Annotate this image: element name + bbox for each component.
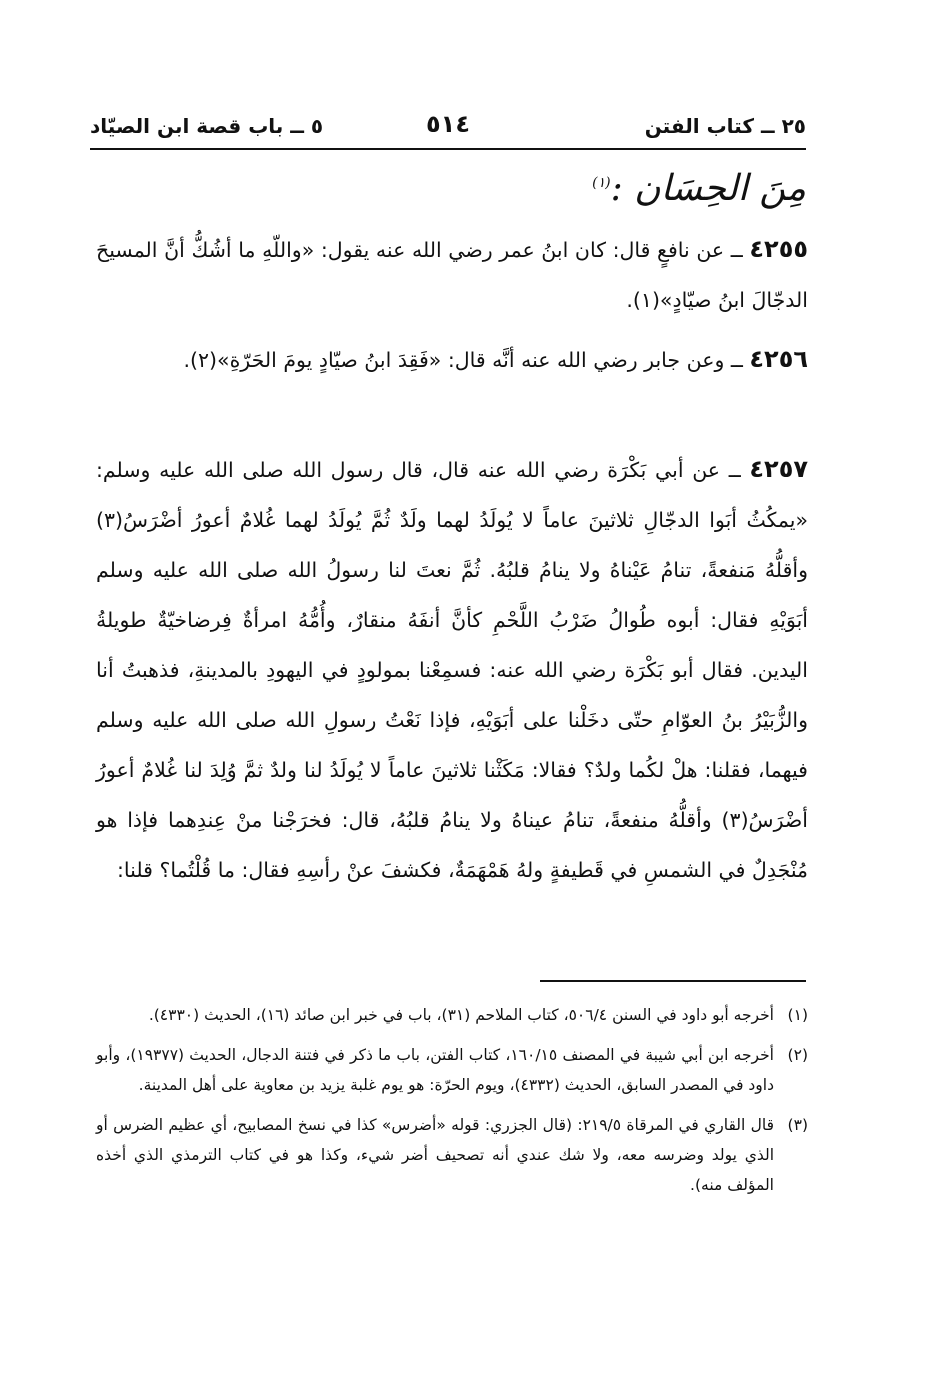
hadith-text: ــ وعن جابر رضي الله عنه أنَّه قال: «فَقِدَ ابنُ صيّادٍ يومَ الحَرّةِ»(٢). bbox=[183, 348, 743, 372]
footnote bbox=[96, 1110, 808, 1200]
footnote bbox=[96, 1040, 808, 1100]
hadith-entry bbox=[96, 444, 808, 895]
hadith-text: ــ عن أبي بَكْرَة رضي الله عنه قال، قال رسول الله صلى الله عليه وسلم: «يمكُثُ أبَوا الدجّالِ ثلاثينَ عاماً لا يُولَدُ لهما ولَدٌ ثُمَّ يُولَدُ لهما غُلامٌ أعورُ أضْرَسُ(٣) وأقلُّهُ مَنفعةً، تنامُ عَيْناهُ ولا ينامُ قلبُهُ. ثُمَّ نعتَ لنا رسولُ الله صلى الله عليه وسلم أبَوَيْهِ فقال: أبوه طُوالُ ضَرْبُ اللَّحْمِ كأنَّ أنفَهُ منقارٌ، وأُمُّهُ امرأةٌ فِرضاخيّةٌ طويلةُ اليدين. فقال أبو بَكْرَة رضي الله عنه: فسمِعْنا بمولودٍ في اليهودِ بالمدينةِ، فذهبتُ أنا والزُّبَيْرُ بنُ العوّامِ حتّى دخَلْنا على أبَوَيْهِ، فإذا نَعْتُ رسولِ الله صلى الله عليه وسلم فيهما، فقلنا: هلْ لكُما ولدٌ؟ فقالا: مَكَثْنا ثلاثينَ عاماً لا يُولَدُ لنا ولدٌ ثمَّ وُلِدَ لنا غُلامٌ أعورُ أضْرَسُ(٣) وأقلُّهُ منفعةً، تنامُ عيناهُ ولا ينامُ قلبُهُ، قال: فخرَجْنا منْ عِندِهما فإذا هو مُنْجَدِلٌ في الشمسِ في قَطيفةٍ ولهُ هَمْهَمَةٌ، فكشفَ عنْ رأسِهِ فقال: ما قُلْتُما؟ قلنا: bbox=[96, 458, 808, 882]
hadith-number: ٤٢٥٥ bbox=[749, 235, 808, 263]
footnote-divider bbox=[540, 980, 806, 982]
hadith-text: ــ عن نافعٍ قال: كان ابنُ عمر رضي الله عنه يقول: «واللّهِ ما أشُكُّ أنَّ المسيحَ الدجّالَ ابنُ صيّادٍ»(١). bbox=[96, 238, 808, 312]
footnote-mark: (٣) bbox=[787, 1116, 808, 1134]
footnote-text: أخرجه أبو داود في السنن ٥٠٦/٤، كتاب الملاحم (٣١)، باب في خبر ابن صائد (١٦)، الحديث (٤٣٣٠). bbox=[148, 1006, 774, 1024]
footnote bbox=[96, 1000, 808, 1030]
section-heading-text: مِنَ الحِسَان : bbox=[610, 168, 806, 209]
page-number: ٥١٤ bbox=[426, 110, 470, 138]
footnotes bbox=[96, 1000, 808, 1210]
section-heading-note: (١) bbox=[592, 175, 611, 191]
section-heading bbox=[592, 168, 806, 209]
footnote-text: أخرجه ابن أبي شيبة في المصنف ١٦٠/١٥، كتاب الفتن، باب ما ذكر في فتنة الدجال، الحديث (١٩٣٧٧)، وأبو داود في المصدر السابق، الحديث (٤٣٣٢)، ويوم الحرّة: هو يوم غلبة يزيد بن معاوية على أهل المدينة. bbox=[96, 1046, 774, 1094]
hadith-number: ٤٢٥٧ bbox=[749, 455, 808, 483]
hadith-entry bbox=[96, 334, 808, 385]
section-title: ٥ ــ باب قصة ابن الصيّاد bbox=[90, 114, 324, 138]
footnote-mark: (٢) bbox=[787, 1046, 808, 1064]
chapter-title: ٢٥ ــ كتاب الفتن bbox=[644, 114, 806, 138]
footnote-text: قال القاري في المرقاة ٢١٩/٥: (قال الجزري: قوله «أضرس» كذا في نسخ المصابيح، أي عظيم الضرس أو الذي يولد وضرسه معه، ولا شك عندي أنه تصحيف أضر شيء، وكذا هو في كتاب الترمذي الذي أخذه المؤلف منه). bbox=[96, 1116, 774, 1194]
hadith-number: ٤٢٥٦ bbox=[749, 345, 808, 373]
header-divider bbox=[90, 148, 806, 150]
footnote-mark: (١) bbox=[787, 1006, 808, 1024]
running-header bbox=[90, 106, 806, 146]
hadith-entry bbox=[96, 224, 808, 325]
